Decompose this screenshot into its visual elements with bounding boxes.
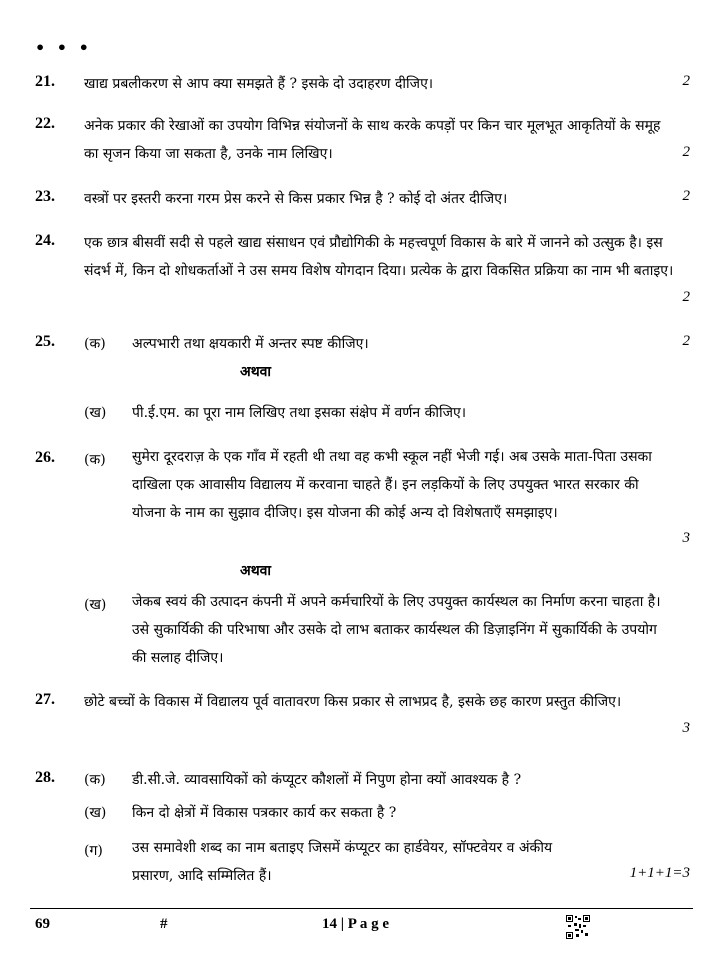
question-text: एक छात्र बीसवीं सदी से पहले खाद्य संसाधन एवं प्रौद्योगिकी के महत्त्वपूर्ण विकास के बारे में जानने को उत्सुक है। इस संदर्भ में, किन दो शोधकर्ताओं ने उस समय विशेष योगदान दिया। प्रत्येक के द्वारा विकसित प्रक्रिया का नाम भी बताइए।	[84, 235, 674, 279]
sub-question-a: सुमेरा दूरदराज़ के एक गाँव में रहती थी तथा वह कभी स्कूल नहीं भेजी गई। अब उसके माता-पिता उसका दाखिला एक आवासीय विद्यालय में करवाना चाहते हैं। इन लड़कियों के लिए उपयुक्त भारत सरकार की योजना के नाम का सुझाव दीजिए। इस योजना की कोई अन्य दो विशेषताएँ समझाइए।	[132, 449, 652, 521]
hash-marker: #	[160, 916, 168, 932]
question-number: 21.	[35, 73, 55, 90]
question-text: अनेक प्रकार की रेखाओं का उपयोग विभिन्न संयोजनों के साथ करके कपड़ों पर किन चार मूलभूत आकृतियों के समूह का सृजन किया जा सकता है, उनके नाम लिखिए।	[84, 118, 661, 162]
question-number: 23.	[35, 188, 55, 205]
marks: 3	[682, 530, 690, 546]
paper-code: 69	[35, 916, 50, 932]
marks: 2	[682, 333, 690, 349]
sub-label-c: (ग)	[84, 843, 103, 859]
question-number: 22.	[35, 115, 55, 132]
sub-question-c: उस समावेशी शब्द का नाम बताइए जिसमें कंप्यूटर का हार्डवेयर, सॉफ्टवेयर व अंकीय प्रसारण, आदि सम्मिलित हैं।	[132, 840, 553, 884]
continuation-marker: • • •	[35, 38, 92, 57]
sub-label-b: (ख)	[84, 805, 107, 821]
question-text: छोटे बच्चों के विकास में विद्यालय पूर्व वातावरण किस प्रकार से लाभप्रद है, इसके छह कारण प्रस्तुत कीजिए।	[84, 694, 622, 710]
sub-question-b: किन दो क्षेत्रों में विकास पत्रकार कार्य कर सकता है ?	[132, 805, 397, 821]
question-number: 26.	[35, 449, 55, 466]
sub-label-a: (क)	[84, 336, 106, 352]
page-number: 14 | P a g e	[322, 916, 390, 932]
sub-question-b: जेकब स्वयं की उत्पादन कंपनी में अपने कर्मचारियों के लिए उपयुक्त कार्यस्थल का निर्माण करना चाहता है। उसे सुकार्यिकी की परिभाषा और उसके दो लाभ बताकर कार्यस्थल की डिज़ाइनिंग में सुकार्यिकी के उपयोग की सलाह दीजिए।	[132, 594, 661, 666]
or-separator: अथवा	[240, 364, 272, 380]
sub-label-b: (ख)	[84, 405, 107, 421]
question-text: वस्त्रों पर इस्तरी करना गरम प्रेस करने से किस प्रकार भिन्न है ? कोई दो अंतर दीजिए।	[84, 191, 508, 207]
sub-label-b: (ख)	[84, 597, 107, 613]
or-separator: अथवा	[240, 563, 272, 579]
sub-question-b: पी.ई.एम. का पूरा नाम लिखिए तथा इसका संक्षेप में वर्णन कीजिए।	[132, 405, 467, 421]
marks: 2	[682, 73, 690, 89]
footer-divider	[30, 908, 693, 909]
sub-label-a: (क)	[84, 772, 106, 788]
sub-question-a: अल्पभारी तथा क्षयकारी में अन्तर स्पष्ट कीजिए।	[132, 336, 369, 352]
question-number: 28.	[35, 769, 55, 786]
marks: 2	[682, 144, 690, 160]
marks: 3	[682, 720, 690, 736]
sub-label-a: (क)	[84, 452, 106, 468]
question-number: 24.	[35, 232, 55, 249]
qr-code-icon	[566, 915, 590, 939]
marks: 1+1+1=3	[629, 865, 690, 881]
marks: 2	[682, 188, 690, 204]
sub-question-a: डी.सी.जे. व्यावसायिकों को कंप्यूटर कौशलों में निपुण होना क्यों आवश्यक है ?	[132, 772, 522, 788]
question-number: 27.	[35, 691, 55, 708]
question-text: खाद्य प्रबलीकरण से आप क्या समझते हैं ? इसके दो उदाहरण दीजिए।	[84, 76, 434, 92]
question-number: 25.	[35, 333, 55, 350]
marks: 2	[682, 289, 690, 305]
